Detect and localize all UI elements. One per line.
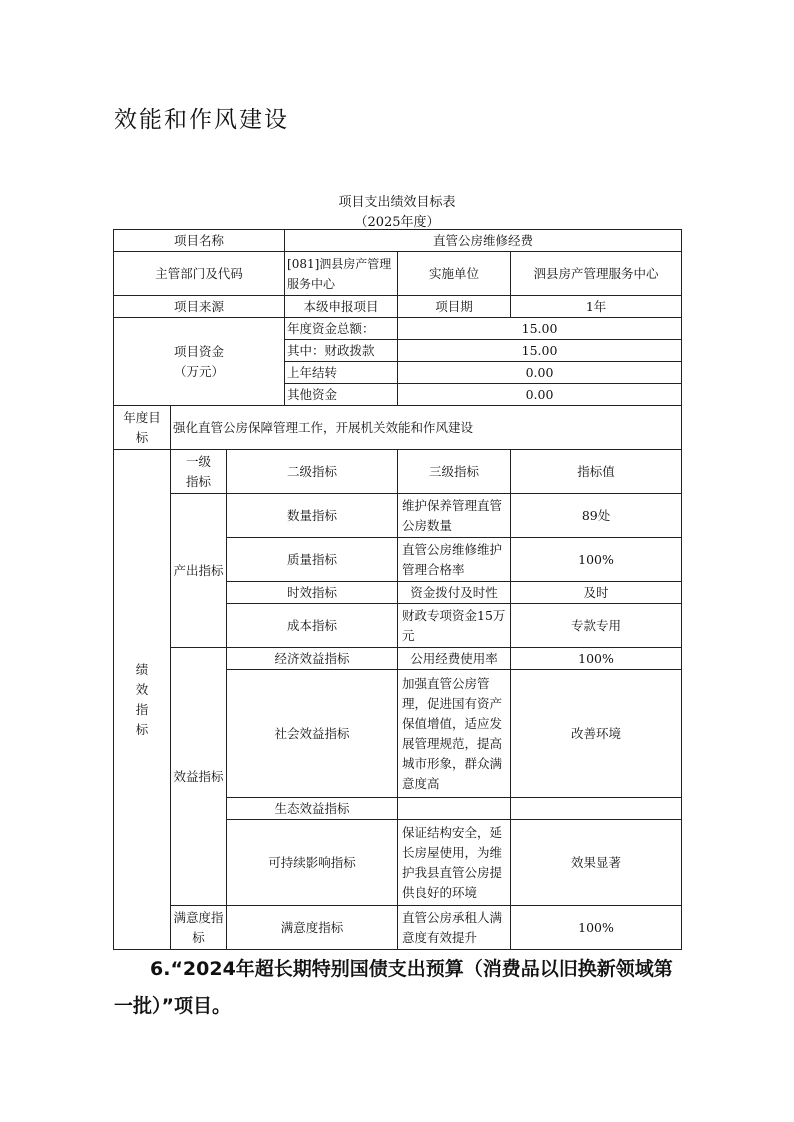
- benefit-indicator-label: 效益指标: [171, 648, 227, 906]
- value-cell: 100%: [511, 906, 682, 950]
- level3-cell: 直管公房承租人满意度有效提升: [398, 906, 511, 950]
- source-label: 项目来源: [114, 296, 285, 318]
- section-heading: 效能和作风建设: [114, 107, 289, 133]
- source-value: 本级申报项目: [285, 296, 398, 318]
- header-level2: 二级指标: [227, 450, 398, 494]
- annual-goal-label: 年度目标: [114, 406, 171, 450]
- value-cell: 100%: [511, 538, 682, 582]
- level3-cell: 加强直管公房管理，促进国有资产保值增值，适应发展管理规范，提高城市形象，群众满意度高: [398, 670, 511, 798]
- funds-row-value: 0.00: [398, 362, 682, 384]
- funds-row-value: 15.00: [398, 340, 682, 362]
- perf-indicator-label: 绩效指标: [114, 450, 171, 950]
- value-cell: 及时: [511, 582, 682, 604]
- dept-label: 主管部门及代码: [114, 252, 285, 296]
- header-level1: 一级指标: [171, 450, 227, 494]
- header-level3: 三级指标: [398, 450, 511, 494]
- level2-cell: 满意度指标: [227, 906, 398, 950]
- funds-row-label: 其他资金: [285, 384, 398, 406]
- funds-unit: （万元）: [174, 363, 225, 379]
- funds-label: 项目资金: [174, 343, 225, 359]
- level3-cell: 维护保养管理直管公房数量: [398, 494, 511, 538]
- period-label: 项目期: [398, 296, 511, 318]
- level3-cell: 保证结构安全，延长房屋使用，为维护我县直管公房提供良好的环境: [398, 820, 511, 906]
- level2-cell: 质量指标: [227, 538, 398, 582]
- satisfaction-indicator-label: 满意度指标: [171, 906, 227, 950]
- value-cell: 改善环境: [511, 670, 682, 798]
- level3-cell: 直管公房维修维护管理合格率: [398, 538, 511, 582]
- table-year: （2025年度）: [354, 215, 440, 230]
- funds-label-cell: [114, 318, 285, 406]
- level2-cell: 生态效益指标: [227, 798, 398, 820]
- value-cell: 效果显著: [511, 820, 682, 906]
- performance-target-table: [113, 229, 682, 950]
- value-cell: [511, 798, 682, 820]
- funds-row-label: 年度资金总额：: [285, 318, 398, 340]
- value-cell: 专款专用: [511, 604, 682, 648]
- dept-value: [081]泗县房产管理服务中心: [285, 252, 398, 296]
- funds-row-value: 15.00: [398, 318, 682, 340]
- level2-cell: 社会效益指标: [227, 670, 398, 798]
- impl-unit-label: 实施单位: [398, 252, 511, 296]
- output-indicator-label: 产出指标: [171, 494, 227, 648]
- level2-cell: 成本指标: [227, 604, 398, 648]
- impl-unit-value: 泗县房产管理服务中心: [511, 252, 682, 296]
- funds-row-value: 0.00: [398, 384, 682, 406]
- funds-row-label: 上年结转: [285, 362, 398, 384]
- project-name-value: 直管公房维修经费: [285, 230, 682, 252]
- funds-row-label: 其中：财政拨款: [285, 340, 398, 362]
- project-name-label: 项目名称: [114, 230, 285, 252]
- value-cell: 89处: [511, 494, 682, 538]
- header-value: 指标值: [511, 450, 682, 494]
- annual-goal-value: 强化直管公房保障管理工作，开展机关效能和作风建设: [171, 406, 682, 450]
- level2-cell: 经济效益指标: [227, 648, 398, 670]
- period-value: 1年: [511, 296, 682, 318]
- table-row: [114, 648, 682, 670]
- level3-cell: 资金拨付及时性: [398, 582, 511, 604]
- level2-cell: 数量指标: [227, 494, 398, 538]
- level2-cell: 时效指标: [227, 582, 398, 604]
- level3-cell: [398, 798, 511, 820]
- table-row: [114, 494, 682, 538]
- level3-cell: 公用经费使用率: [398, 648, 511, 670]
- table-title: 项目支出绩效目标表: [338, 195, 456, 210]
- value-cell: 100%: [511, 648, 682, 670]
- next-project-heading: 6.“2024年超长期特别国债支出预算（消费品以旧换新领域第一批）”项目。: [114, 958, 673, 1017]
- table-row: [114, 906, 682, 950]
- level2-cell: 可持续影响指标: [227, 820, 398, 906]
- level3-cell: 财政专项资金15万元: [398, 604, 511, 648]
